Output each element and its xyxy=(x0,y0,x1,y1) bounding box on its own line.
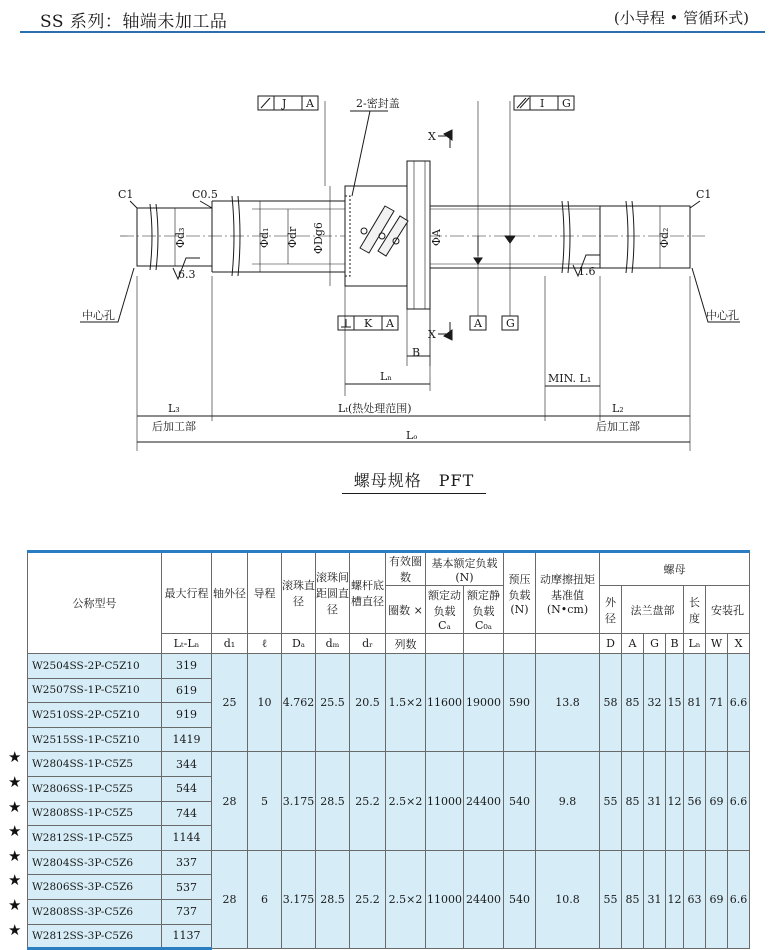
dim-lt: Lₜ(热处理范围) xyxy=(338,402,412,415)
shaft-right-end xyxy=(600,206,690,268)
stroke-cell: 537 xyxy=(162,875,212,900)
model-cell: W2504SS-2P-C5Z10 xyxy=(28,654,162,679)
dim-dg6: ΦDg6 xyxy=(312,222,325,254)
spec-d1-cell: 25 xyxy=(212,654,248,752)
tol-j-ref: A xyxy=(306,97,314,110)
th-root-dia: 螺杆底槽直径 xyxy=(350,552,386,634)
stroke-cell: 337 xyxy=(162,850,212,875)
th-load-rating: 基本额定负载(N) xyxy=(426,552,504,586)
th-nut: 螺母 xyxy=(600,552,750,586)
th-max-stroke-sym: Lₜ-Lₙ xyxy=(162,634,212,654)
th-pcd: 滚珠间距圆直径 xyxy=(316,552,350,634)
th-col-g: G xyxy=(644,634,666,654)
spec-ln-cell: 63 xyxy=(684,850,706,948)
model-cell: W2510SS-2P-C5Z10 xyxy=(28,703,162,728)
th-dyn-spacer xyxy=(426,634,464,654)
th-max-stroke: 最大行程 xyxy=(162,552,212,634)
dim-lo: Lₒ xyxy=(406,429,418,442)
th-torque-spacer xyxy=(536,634,600,654)
spec-d1-cell: 28 xyxy=(212,850,248,948)
th-lead: 导程 xyxy=(248,552,282,634)
stroke-cell: 737 xyxy=(162,899,212,924)
spec-d-cell: 55 xyxy=(600,752,622,850)
spec-lead-cell: 10 xyxy=(248,654,282,752)
stroke-cell: 319 xyxy=(162,654,212,679)
datum-g: G xyxy=(506,317,515,330)
stroke-cell: 744 xyxy=(162,801,212,826)
th-pcd-sym: dₘ xyxy=(316,634,350,654)
dim-d2: Φd₂ xyxy=(658,227,671,248)
th-col-b: B xyxy=(666,634,684,654)
model-cell: W2806SS-1P-C5Z5 xyxy=(28,776,162,801)
spec-b-cell: 12 xyxy=(666,850,684,948)
shaft-main-upper xyxy=(212,201,690,206)
th-lead-sym: ℓ xyxy=(248,634,282,654)
spec-lead-cell: 5 xyxy=(248,752,282,850)
spec-root-cell: 25.2 xyxy=(350,850,386,948)
star-marker-icon: ★ xyxy=(8,896,22,914)
tol-j: J xyxy=(282,97,287,110)
model-cell: W2806SS-3P-C5Z6 xyxy=(28,875,162,900)
roughness-left: 6.3 xyxy=(178,268,196,281)
datum-a: A xyxy=(474,317,482,330)
star-marker-icon: ★ xyxy=(8,822,22,841)
spec-x-cell: 6.6 xyxy=(728,850,750,948)
spec-d-cell: 58 xyxy=(600,654,622,752)
star-marker-icon: ★ xyxy=(8,846,22,865)
th-root-dia-sym: dᵣ xyxy=(350,634,386,654)
th-circuits-turns: 圈数 × xyxy=(386,586,426,634)
nut-spec-title: 螺母规格 PFT xyxy=(342,468,486,494)
th-ball-dia-sym: Dₐ xyxy=(282,634,316,654)
spec-ball-cell: 3.175 xyxy=(282,752,316,850)
spec-ln-cell: 81 xyxy=(684,654,706,752)
seal-label: 2-密封盖 xyxy=(356,97,400,110)
model-cell: W2804SS-1P-C5Z5 xyxy=(28,752,162,777)
star-marker-icon: ★ xyxy=(8,748,22,767)
th-length: 长度 xyxy=(684,586,706,634)
page-header xyxy=(0,0,773,36)
dim-dr: Φdr xyxy=(286,226,299,248)
dim-d1: Φd₁ xyxy=(258,227,271,248)
spec-w-cell: 69 xyxy=(706,752,728,850)
tol-k-ref: A xyxy=(386,317,394,330)
th-shaft-od: 轴外径 xyxy=(212,552,248,634)
shaft-main-lower xyxy=(212,268,690,272)
center-hole-right: 中心孔 xyxy=(706,309,739,322)
th-col-a: A xyxy=(622,634,644,654)
spec-dyn-cell: 11600 xyxy=(426,654,464,752)
x-mark-bottom: X xyxy=(428,328,436,341)
dim-d3: Φd₃ xyxy=(174,227,187,248)
stroke-cell: 919 xyxy=(162,703,212,728)
spec-g-cell: 32 xyxy=(644,654,666,752)
th-shaft-od-sym: d₁ xyxy=(212,634,248,654)
stroke-cell: 619 xyxy=(162,678,212,703)
th-col-ln: Lₙ xyxy=(684,634,706,654)
spec-root-cell: 20.5 xyxy=(350,654,386,752)
spec-preload-cell: 590 xyxy=(504,654,536,752)
x-mark-top: X xyxy=(428,130,436,143)
spec-stat-cell: 24400 xyxy=(464,752,504,850)
tol-i-ref: G xyxy=(562,97,571,110)
dim-b: B xyxy=(412,346,421,359)
th-circuits: 有效圈数 xyxy=(386,552,426,586)
spec-pcd-cell: 25.5 xyxy=(316,654,350,752)
model-cell: W2507SS-1P-C5Z10 xyxy=(28,678,162,703)
spec-preload-cell: 540 xyxy=(504,752,536,850)
spec-a-cell: 85 xyxy=(622,654,644,752)
spec-preload-cell: 540 xyxy=(504,850,536,948)
th-stat: 额定静负载 C₀ₐ xyxy=(464,586,504,634)
center-hole-left: 中心孔 xyxy=(82,309,115,322)
star-marker-icon: ★ xyxy=(8,871,22,890)
spec-ball-cell: 3.175 xyxy=(282,850,316,948)
spec-torque-cell: 9.8 xyxy=(536,752,600,850)
model-cell: W2808SS-3P-C5Z6 xyxy=(28,899,162,924)
spec-x-cell: 6.6 xyxy=(728,752,750,850)
spec-pcd-cell: 28.5 xyxy=(316,850,350,948)
th-torque: 动摩擦扭矩基准值(N•cm) xyxy=(536,552,600,634)
spec-table xyxy=(27,550,750,950)
th-ball-dia: 滚珠直径 xyxy=(282,552,316,634)
spec-circuits-cell: 2.5×2 xyxy=(386,850,426,948)
th-circuits-rows: 列数 xyxy=(386,634,426,654)
table-row xyxy=(28,752,750,777)
spec-root-cell: 25.2 xyxy=(350,752,386,850)
header-rule xyxy=(20,31,765,33)
stroke-cell: 1137 xyxy=(162,924,212,949)
spec-b-cell: 15 xyxy=(666,654,684,752)
tol-i: I xyxy=(540,97,545,110)
th-col-x: X xyxy=(728,634,750,654)
th-mount-hole: 安装孔 xyxy=(706,586,750,634)
dim-l2: L₂ xyxy=(612,402,624,415)
post-machining-left: 后加工部 xyxy=(152,420,196,433)
star-marker-icon: ★ xyxy=(8,773,22,791)
stroke-cell: 344 xyxy=(162,752,212,777)
spec-circuits-cell: 1.5×2 xyxy=(386,654,426,752)
page-title: SS 系列：轴端未加工品 xyxy=(40,12,228,32)
chamfer-c1-left: C1 xyxy=(118,188,134,201)
model-cell: W2812SS-3P-C5Z6 xyxy=(28,924,162,949)
stroke-cell: 1419 xyxy=(162,727,212,752)
chamfer-c05: C0.5 xyxy=(192,188,218,201)
th-stat-spacer xyxy=(464,634,504,654)
spec-pcd-cell: 28.5 xyxy=(316,752,350,850)
dim-min-l1: MIN. L₁ xyxy=(548,372,592,385)
spec-circuits-cell: 2.5×2 xyxy=(386,752,426,850)
th-col-d: D xyxy=(600,634,622,654)
chamfer-c1-right: C1 xyxy=(696,188,712,201)
dim-ln: Lₙ xyxy=(380,370,393,383)
spec-g-cell: 31 xyxy=(644,850,666,948)
nut-flange xyxy=(407,161,430,309)
roughness-right: 1.6 xyxy=(578,265,596,278)
spec-w-cell: 69 xyxy=(706,850,728,948)
th-preload: 预压负载(N) xyxy=(504,552,536,634)
model-cell: W2515SS-1P-C5Z10 xyxy=(28,727,162,752)
spec-ball-cell: 4.762 xyxy=(282,654,316,752)
spec-torque-cell: 13.8 xyxy=(536,654,600,752)
th-nut-od: 外径 xyxy=(600,586,622,634)
spec-table-body xyxy=(28,654,750,949)
spec-dyn-cell: 11000 xyxy=(426,850,464,948)
star-marker-icon: ★ xyxy=(8,797,22,816)
spec-torque-cell: 10.8 xyxy=(536,850,600,948)
spec-d-cell: 55 xyxy=(600,850,622,948)
spec-stat-cell: 19000 xyxy=(464,654,504,752)
page-subtitle: (小导程 • 管循环式) xyxy=(613,9,749,27)
th-model: 公称型号 xyxy=(28,552,162,654)
model-cell: W2808SS-1P-C5Z5 xyxy=(28,801,162,826)
spec-stat-cell: 24400 xyxy=(464,850,504,948)
spec-b-cell: 12 xyxy=(666,752,684,850)
spec-d1-cell: 28 xyxy=(212,752,248,850)
stroke-cell: 544 xyxy=(162,776,212,801)
stroke-cell: 1144 xyxy=(162,826,212,851)
spec-dyn-cell: 11000 xyxy=(426,752,464,850)
star-marker-icon: ★ xyxy=(8,920,22,939)
th-flange: 法兰盘部 xyxy=(622,586,684,634)
spec-g-cell: 31 xyxy=(644,752,666,850)
table-row xyxy=(28,850,750,875)
spec-w-cell: 71 xyxy=(706,654,728,752)
spec-a-cell: 85 xyxy=(622,752,644,850)
tol-k: K xyxy=(364,317,373,330)
ball-screw-drawing xyxy=(0,36,773,496)
spec-a-cell: 85 xyxy=(622,850,644,948)
spec-ln-cell: 56 xyxy=(684,752,706,850)
spec-x-cell: 6.6 xyxy=(728,654,750,752)
model-cell: W2804SS-3P-C5Z6 xyxy=(28,850,162,875)
th-preload-spacer xyxy=(504,634,536,654)
model-cell: W2812SS-1P-C5Z5 xyxy=(28,826,162,851)
th-dyn: 额定动负载 Cₐ xyxy=(426,586,464,634)
dim-a: ΦA xyxy=(430,229,443,246)
post-machining-right: 后加工部 xyxy=(596,420,640,433)
table-row xyxy=(28,654,750,679)
spec-lead-cell: 6 xyxy=(248,850,282,948)
dim-l3: L₃ xyxy=(168,402,180,415)
th-col-w: W xyxy=(706,634,728,654)
